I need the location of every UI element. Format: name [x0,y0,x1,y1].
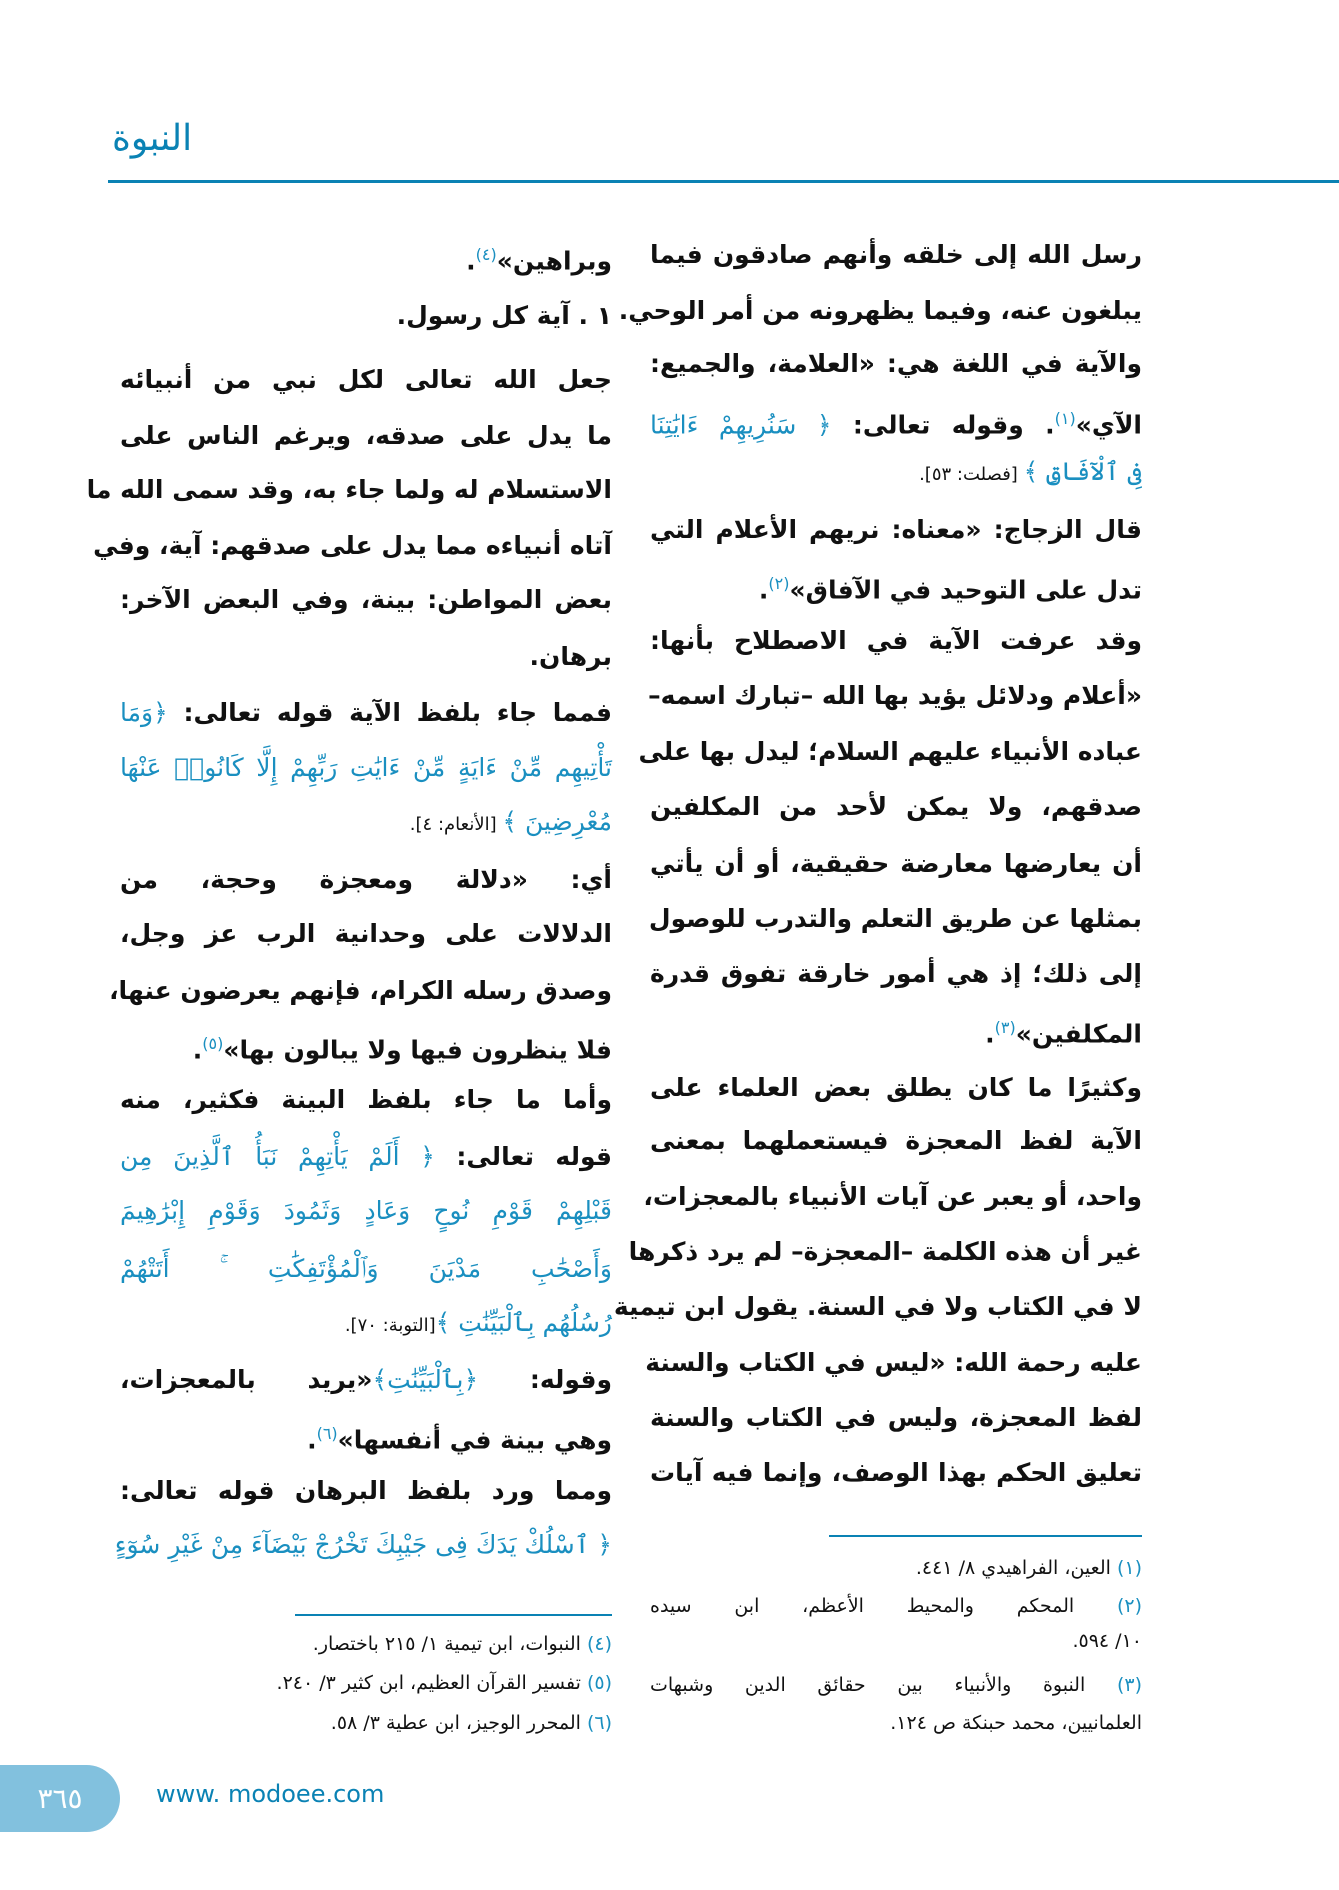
footnote-line [650,1549,1142,1587]
footnote-marker[interactable]: (١) [1054,409,1076,429]
text-segment: الآي» [1075,410,1142,440]
text-segment: رسل الله إلى خلقه وأنهم صادقون فيما [650,240,1142,270]
text-segment: تعليق الحكم بهذا الوصف، وإنما فيه آيات [650,1457,1142,1487]
footnote-number: (٢) [1116,1595,1142,1618]
footnote-marker[interactable]: (٣) [994,1017,1016,1037]
text-line [628,1224,1142,1280]
text-segment: وصدق رسله الكرام، فإنهم يعرضون عنها، [109,975,612,1005]
text-line [650,1113,1142,1169]
text-segment: . [466,246,476,276]
text-line [120,352,612,408]
text-segment: . [307,1425,317,1455]
text-segment: لفظ المعجزة، وليس في الكتاب والسنة [650,1403,1142,1433]
verse-reference: [فصلت: ٥٣]. [919,464,1024,486]
verse-reference: [التوبة: ٧٠]. [344,1315,436,1337]
text-line [643,1169,1142,1225]
text-segment: وقوله: [478,1364,612,1394]
footnote-marker[interactable]: (٦) [316,1423,338,1443]
text-segment: واحد، أو يعبر عن آيات الأنبياء بالمعجزات، [643,1181,1142,1211]
text-segment: أن يعارضها معارضة حقيقية، أو أن يأتي [650,848,1142,878]
footnote-line [120,1625,612,1663]
text-segment: غير أن هذه الكلمة –المعجزة– لم يرد ذكرها [628,1236,1142,1266]
quran-verse: مُعْرِضِينَ ﴾ [502,806,612,836]
text-segment: وقد عرفت الآية في الاصطلاح بأنها: [650,626,1142,656]
footnote-marker[interactable]: (٢) [768,574,790,594]
text-segment: يبلغون عنه، وفيما يظهرونه من أمر الوحي. [618,295,1142,325]
text-segment: . [985,1019,995,1049]
website-link[interactable]: www. modoee.com [156,1780,385,1808]
text-line [120,629,612,685]
text-segment: بمثلها عن طريق التعلم والتدرب للوصول [648,904,1142,934]
footnote-line [650,1666,1142,1704]
text-segment: فلا ينظرون فيها ولا يبالون بها» [223,1034,612,1064]
text-line [120,1183,612,1239]
text-line [650,779,1142,835]
footnote-marker[interactable]: (٤) [475,245,497,265]
text-segment: النبوات، ابن تيمية ١/ ٢١٥ باختصار. [312,1632,587,1655]
text-line [120,572,612,628]
text-segment: عليه رحمة الله: «ليس في الكتاب والسنة [645,1347,1142,1377]
text-segment: وهي بينة في أنفسها» [337,1425,612,1455]
text-line [650,891,1142,947]
quran-verse: قَبْلِهِمْ قَوْمِ نُوحٍ وَعَادٍ وَثَمُودَ وَقَوْمِ إِبْرَٰهِيمَ [120,1196,612,1226]
verse-reference: [الأنعام: ٤]. [409,813,503,835]
quran-verse: ﴿وَمَا [120,698,168,728]
text-line [650,1060,1142,1116]
text-line [120,740,612,796]
text-segment: ما يدل على صدقه، ويرغم الناس على [120,421,612,451]
text-segment: ١٠/ ٥٩٤. [1072,1630,1142,1653]
header-rule [108,180,1339,183]
text-segment: تفسير القرآن العظيم، ابن كثير ٣/ ٢٤٠. [276,1672,587,1695]
text-segment: المحرر الوجيز، ابن عطية ٣/ ٥٨. [330,1712,587,1735]
text-line [613,1279,1142,1335]
text-segment: عباده الأنبياء عليهم السلام؛ ليدل بها على [638,736,1142,766]
footnote-number: (١) [1116,1556,1142,1579]
footnote-rule-left [295,1614,612,1616]
text-line [120,1016,612,1072]
text-segment: برهان. [529,641,612,671]
text-segment: بعض المواطن: بينة، وفي البعض الآخر: [120,585,612,615]
text-line [618,283,1142,339]
text-segment: وأما ما جاء بلفظ البينة فكثير، منه [120,1085,612,1115]
text-line [120,906,612,962]
text-segment: والآية في اللغة هي: «العلامة، والجميع: [650,348,1142,378]
text-line [645,1335,1142,1391]
text-segment: الاستسلام له ولما جاء به، وقد سمى الله ما [86,475,612,505]
text-segment: . [758,575,769,605]
text-segment: المحكم والمحيط الأعظم، ابن سيده [650,1595,1117,1618]
text-segment: فمما جاء بلفظ الآية قوله تعالى: [167,698,612,728]
text-segment: جعل الله تعالى لكل نبي من أنبيائه [120,364,612,394]
text-line [650,668,1142,724]
text-segment: الدلالات على وحدانية الرب عز وجل، [120,918,612,948]
footnote-number: (٦) [586,1712,612,1735]
text-segment: «أعلام ودلائل يؤيد بها الله –تبارك اسمه– [648,681,1142,711]
quran-verse: تَأْتِيهِم مِّنْ ءَايَةٍ مِّنْ ءَايَٰتِ رَبِّهِمْ إِلَّا كَانُوا۟ عَنْهَا [120,752,612,782]
text-segment: «يريد بالمعجزات، [120,1364,373,1394]
text-segment: . وقوله تعالى: [831,410,1055,440]
footnote-line [650,1587,1142,1625]
text-line [650,556,1142,612]
footnote-number: (٥) [586,1672,612,1695]
quran-verse: ﴿بِٱلْبَيِّنَٰتِ﴾ [372,1364,479,1394]
text-line [120,408,612,464]
text-line [120,1352,612,1408]
text-line [650,613,1142,669]
text-segment: وبراهين» [496,246,612,276]
text-line [120,1072,612,1128]
quran-verse: ﴿ ٱسْلُكْ يَدَكَ فِى جَيْبِكَ تَخْرُجْ بَيْضَآءَ مِنْ غَيْرِ سُوٓءٍ [114,1529,612,1559]
text-line [120,794,612,850]
text-line [120,685,612,741]
text-line [650,946,1142,1002]
quran-verse: ﴿ سَنُرِيهِمْ ءَايَٰتِنَا [650,410,832,440]
text-line [650,1390,1142,1446]
text-segment: أي: «دلالة ومعجزة وحجة، من [120,864,612,894]
text-segment: آتاه أنبياءه مما يدل على صدقهم: آية، وفي [93,530,612,560]
quran-verse: وَأَصْحَٰبِ مَدْيَنَ وَٱلْمُؤْتَفِكَٰتِ ۚ أَتَتْهُمْ [120,1253,612,1283]
text-line [650,444,1142,500]
text-line [120,1129,612,1185]
text-segment: العين، الفراهيدي ٨/ ٤٤١. [915,1556,1117,1579]
text-line [650,391,1142,447]
text-segment: النبوة والأنبياء بين حقائق الدين وشبهات [650,1673,1117,1696]
quran-verse: ﴿ أَلَمْ يَأْتِهِمْ نَبَأُ ٱلَّذِينَ مِن [120,1141,435,1171]
text-segment: وكثيرًا ما كان يطلق بعض العلماء على [650,1073,1142,1103]
footnote-number: (٤) [586,1632,612,1655]
page-number-badge: ٣٦٥ [0,1765,120,1832]
text-segment: العلمانيين، محمد حبنكة ص ١٢٤. [890,1712,1142,1735]
text-line [93,518,612,574]
text-segment: الآية لفظ المعجزة فيستعملهما بمعنى [650,1126,1142,1156]
quran-verse: فِى ٱلْآفَاقِ ﴾ [1023,457,1142,487]
text-segment: المكلفين» [1015,1019,1142,1049]
text-segment: قال الزجاج: «معناه: نريهم الأعلام التي [650,515,1142,545]
text-line [86,462,612,518]
text-line [120,852,612,908]
text-line [120,1295,612,1351]
text-line [114,1517,612,1573]
footnote-line [120,1664,612,1702]
text-line [120,227,612,283]
text-line [650,502,1142,558]
text-segment: صدقهم، ولا يمكن لأحد من المكلفين [650,792,1142,822]
footnote-number: (٣) [1116,1673,1142,1696]
footnote-rule-right [829,1535,1142,1537]
footnote-marker[interactable]: (٥) [202,1033,224,1053]
text-segment: إلى ذلك؛ إذ هي أمور خارقة تفوق قدرة [650,958,1142,988]
footnote-line [650,1622,1142,1660]
quran-verse: رُسُلُهُم بِٱلْبَيِّنَٰتِ ﴾ [435,1308,612,1338]
text-line [109,963,612,1019]
text-segment: لا في الكتاب ولا في السنة. يقول ابن تيمية [613,1292,1142,1322]
text-line [638,724,1142,780]
text-line [650,227,1142,283]
text-line [650,336,1142,392]
text-segment: ١ . آية كل رسول. [396,300,612,330]
text-line [120,288,612,344]
text-line [120,1406,612,1462]
text-line [650,836,1142,892]
text-line [120,1241,612,1297]
text-segment: . [192,1034,203,1064]
text-segment: قوله تعالى: [434,1141,612,1171]
text-line [120,1463,612,1519]
text-line [650,1000,1142,1056]
text-line [650,1445,1142,1501]
footnote-line [650,1704,1142,1742]
text-segment: تدل على التوحيد في الآفاق» [789,575,1142,605]
text-segment: ومما ورد بلفظ البرهان قوله تعالى: [120,1475,612,1505]
running-header-title: النبوة [112,118,193,159]
footnote-line [120,1704,612,1742]
